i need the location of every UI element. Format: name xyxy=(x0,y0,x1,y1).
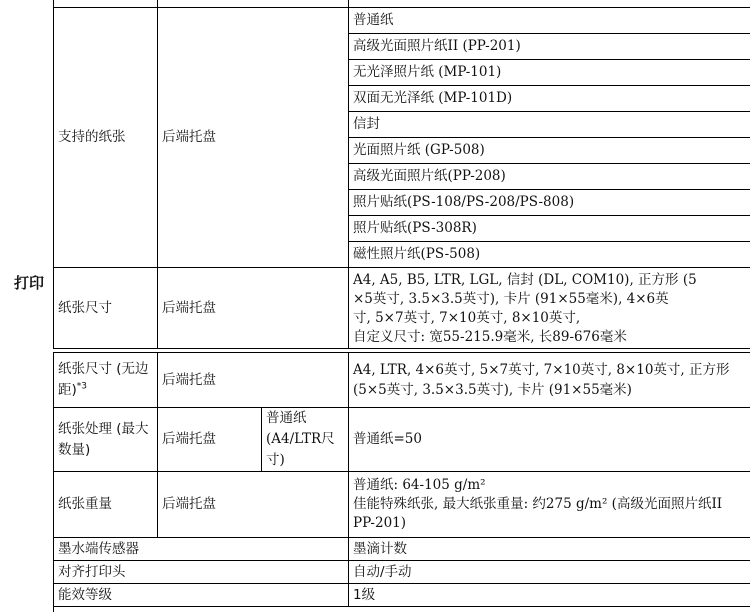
handling-label: 纸张处理 (最大数量) xyxy=(54,408,158,472)
alignment-value: 自动/手动 xyxy=(349,561,750,584)
borderless-tray: 后端托盘 xyxy=(158,353,349,408)
efficiency-row xyxy=(54,584,750,607)
paper-size-line: 寸, 5×7英寸, 7×10英寸, 8×10英寸, xyxy=(353,309,581,326)
borderless-value: A4, LTR, 4×6英寸, 5×7英寸, 7×10英寸, 8×10英寸, 正方形 (5×5英寸, 3.5×3.5英寸), 卡片 (91×55毫米) xyxy=(349,353,750,408)
weight-tray: 后端托盘 xyxy=(158,472,349,538)
paper-size-row xyxy=(54,268,750,349)
paper-type-item: 高级光面照片纸II (PP-201) xyxy=(349,34,750,60)
supported-paper-tray: 后端托盘 xyxy=(158,8,349,268)
paper-type-item: 双面无光泽纸 (MP-101D) xyxy=(349,86,750,112)
ink-sensor-value: 墨滴计数 xyxy=(349,538,750,561)
borderless-label xyxy=(54,353,158,408)
paper-size-tray: 后端托盘 xyxy=(158,268,349,349)
paper-size-value xyxy=(349,268,750,349)
weight-line: 佳能特殊纸张, 最大纸张重量: 约275 g/m² (高级光面照片纸II PP-201) xyxy=(353,496,723,531)
paper-size-label: 纸张尺寸 xyxy=(54,268,158,349)
spec-table-lower xyxy=(53,352,750,607)
paper-size-line: ×5英寸, 3.5×3.5英寸), 卡片 (91×55毫米), 4×6英 xyxy=(353,290,669,307)
ink-sensor-row xyxy=(54,538,750,561)
paper-type-item: 普通纸 xyxy=(349,8,750,34)
borderless-label-text: 纸张尺寸 (无边距) xyxy=(58,361,149,398)
ink-sensor-label: 墨水端传感器 xyxy=(54,538,349,561)
weight-row xyxy=(54,472,750,538)
weight-label: 纸张重量 xyxy=(54,472,158,538)
supported-paper-label: 支持的纸张 xyxy=(54,8,158,268)
weight-line: 普通纸: 64-105 g/m² xyxy=(353,477,486,493)
weight-value xyxy=(349,472,750,538)
handling-value: 普通纸=50 xyxy=(349,408,750,472)
paper-size-line: A4, A5, B5, LTR, LGL, 信封 (DL, COM10), 正方形 (5 xyxy=(353,271,697,288)
handling-paper: 普通纸 (A4/LTR尺寸) xyxy=(262,408,349,472)
section-column-lower xyxy=(0,352,54,612)
paper-type-item: 磁性照片纸(PS-508) xyxy=(349,242,750,268)
paper-type-item: 照片贴纸(PS-108/PS-208/PS-808) xyxy=(349,190,750,216)
section-label-print: 打印 xyxy=(14,274,45,292)
paper-type-item: 信封 xyxy=(349,112,750,138)
supported-paper-row xyxy=(54,8,750,34)
efficiency-label: 能效等级 xyxy=(54,584,349,607)
alignment-row xyxy=(54,561,750,584)
section-column xyxy=(0,0,54,348)
paper-size-line: 自定义尺寸: 宽55-215.9毫米, 长89-676毫米 xyxy=(353,328,627,345)
paper-type-item: 照片贴纸(PS-308R) xyxy=(349,216,750,242)
spec-table-upper xyxy=(53,0,750,349)
paper-type-item: 无光泽照片纸 (MP-101) xyxy=(349,60,750,86)
footnote-marker: *3 xyxy=(76,381,88,392)
paper-type-item: 光面照片纸 (GP-508) xyxy=(349,138,750,164)
efficiency-value: 1级 xyxy=(349,584,750,607)
alignment-label: 对齐打印头 xyxy=(54,561,349,584)
handling-tray: 后端托盘 xyxy=(158,408,262,472)
paper-type-item: 高级光面照片纸(PP-208) xyxy=(349,164,750,190)
borderless-row xyxy=(54,353,750,408)
handling-row xyxy=(54,408,750,472)
